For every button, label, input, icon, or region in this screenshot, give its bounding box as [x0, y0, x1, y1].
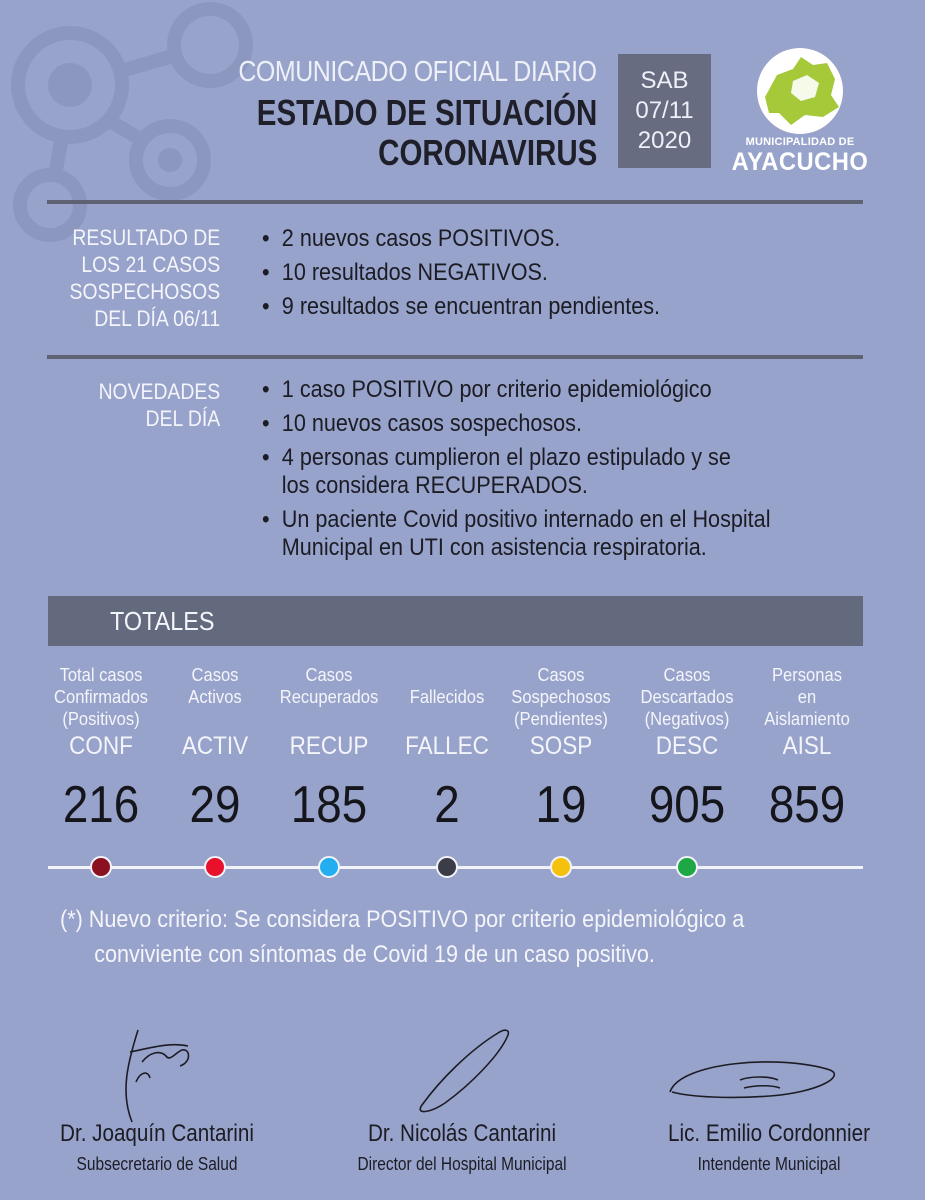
date-year: 2020 [637, 127, 692, 154]
total-label: Casos Sospechosos (Pendientes) [511, 665, 611, 729]
news-list [262, 373, 771, 565]
results-list [262, 222, 660, 324]
total-value: 216 [62, 776, 140, 834]
date-weekday: SAB [640, 67, 689, 94]
list-item: • 2 nuevos casos POSITIVOS. [262, 225, 561, 252]
date-day-month: 07/11 [635, 97, 694, 124]
criteria-note: (*) Nuevo criterio: Se considera POSITIVO por criterio epidemiológico a conviviente con síntomas de Covid 19 de un caso positivo. [60, 906, 745, 968]
signature-2-name: Dr. Nicolás Cantarini [367, 1120, 557, 1147]
news-label: NOVEDADES DEL DÍA [98, 379, 220, 431]
list-item: • 1 caso POSITIVO por criterio epidemiológico [262, 376, 712, 403]
logo-text-top: MUNICIPALIDAD DE [745, 136, 855, 148]
total-code: FALLEC [405, 732, 489, 760]
total-column-aisl [747, 664, 867, 835]
total-label: Total casos Confirmados (Positivos) [54, 665, 148, 729]
total-code: AISL [782, 732, 832, 760]
signature-3-image [660, 1052, 850, 1112]
list-item: • 10 resultados NEGATIVOS. [262, 259, 548, 286]
divider-middle [47, 355, 863, 359]
total-code: ACTIV [181, 732, 249, 760]
list-item: • 10 nuevos casos sospechosos. [262, 410, 582, 437]
total-value: 29 [189, 776, 241, 834]
total-label: Fallecidos [409, 687, 485, 707]
total-label: Casos Activos [188, 665, 242, 707]
total-value: 905 [648, 776, 726, 834]
total-code: RECUP [289, 732, 369, 760]
signature-1-name: Dr. Joaquín Cantarini [60, 1120, 254, 1147]
results-label: RESULTADO DE LOS 21 CASOS SOSPECHOSOS DEL DÍA 06/11 [69, 225, 220, 331]
date-box [618, 54, 711, 168]
list-item: • 4 personas cumplieron el plazo estipulado y se [262, 444, 731, 471]
signature-1-role: Subsecretario de Salud [76, 1154, 238, 1174]
header-title-2: CORONAVIRUS [377, 132, 597, 173]
divider-top [47, 200, 863, 204]
totals-title: TOTALES [110, 606, 215, 636]
logo-text-main: AYACUCHO [731, 148, 869, 176]
list-item: • 9 resultados se encuentran pendientes. [262, 293, 661, 320]
total-value: 859 [768, 776, 846, 834]
total-code: DESC [655, 732, 719, 760]
signature-3-role: Intendente Municipal [697, 1154, 841, 1174]
total-column-activ [155, 664, 275, 835]
list-item-continuation: los considera RECUPERADOS. [281, 472, 588, 499]
totals-header [48, 596, 863, 646]
total-value: 185 [290, 776, 368, 834]
color-dot-sosp [550, 856, 572, 878]
header-title: ESTADO DE SITUACIÓN [256, 92, 597, 133]
total-value: 2 [434, 776, 460, 834]
signature-2-image [400, 1025, 520, 1120]
total-column-conf [41, 664, 161, 835]
total-label: Casos Descartados (Negativos) [640, 665, 734, 729]
color-dot-activ [204, 856, 226, 878]
list-item: • Un paciente Covid positivo internado en el Hospital [262, 506, 771, 533]
color-dot-conf [90, 856, 112, 878]
total-column-recup [269, 664, 389, 835]
signature-1-image [110, 1022, 200, 1132]
signature-2-role: Director del Hospital Municipal [357, 1154, 567, 1174]
total-label: Casos Recuperados [279, 665, 379, 707]
total-value: 19 [535, 776, 587, 834]
color-dot-recup [318, 856, 340, 878]
municipality-logo-icon [735, 45, 865, 140]
total-code: CONF [69, 732, 133, 760]
list-item-continuation: Municipal en UTI con asistencia respiratoria. [281, 534, 707, 561]
color-dot-desc [676, 856, 698, 878]
total-column-sosp [501, 664, 621, 835]
header-subtitle: COMUNICADO OFICIAL DIARIO [238, 56, 597, 88]
color-dot-fallec [436, 856, 458, 878]
total-label: Personas en Aislamiento [764, 665, 850, 729]
total-column-fallec [387, 664, 507, 835]
signature-3-name: Lic. Emilio Cordonnier [668, 1120, 870, 1147]
total-code: SOSP [529, 732, 593, 760]
total-column-desc [627, 664, 747, 835]
